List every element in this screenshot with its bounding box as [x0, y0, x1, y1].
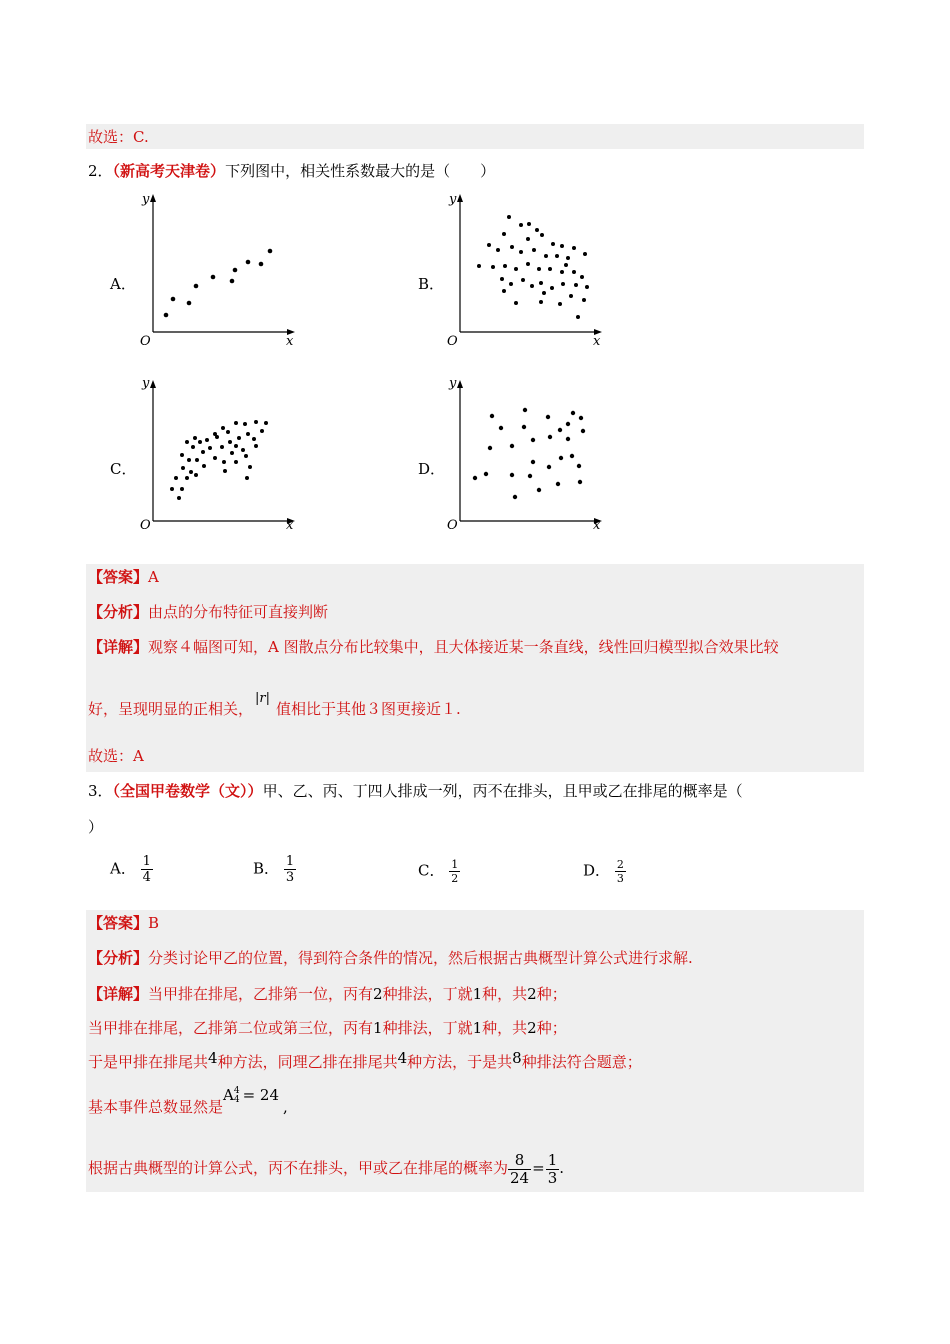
plot-c-point — [194, 473, 198, 477]
plot-d-point — [570, 454, 574, 458]
plot-c-point — [234, 444, 238, 448]
plot-c-point — [234, 421, 238, 425]
q3-answer — [88, 912, 159, 934]
plot-a-point — [233, 268, 238, 273]
plot-c — [135, 376, 305, 536]
plot-b-point — [564, 263, 568, 267]
q3-analysis — [88, 947, 693, 969]
plot-a-point — [171, 297, 176, 302]
plot-c-point — [223, 469, 227, 473]
q3-detail-line4: 基本事件总数显然是A 4 4 = 24, — [88, 1086, 288, 1116]
plot-b-point — [477, 264, 481, 268]
plot-b-point — [542, 291, 546, 295]
q2-detail-text1: 观察４幅图可知，A 图散点分布比较集中，且大体接近某一条直线，线性回归模型拟合效果比较 — [148, 638, 779, 656]
plot-a-point — [268, 249, 273, 254]
plot-c-point — [221, 426, 225, 430]
plot-a-point — [187, 301, 192, 306]
plot-b-point — [548, 267, 552, 271]
plot-c-point — [185, 476, 189, 480]
plot-c-point — [213, 432, 217, 436]
plot-b-point — [510, 245, 514, 249]
plot-d-point — [473, 476, 477, 480]
plot-b-point — [491, 265, 495, 269]
plot-d-point — [537, 488, 541, 492]
plot-b-point — [555, 254, 559, 258]
q2-analysis-text: 由点的分布特征可直接判断 — [148, 603, 329, 621]
plot-d-point — [484, 472, 488, 476]
q3-detail-line5: 根据古典概型的计算公式，丙不在排头，甲或乙在排尾的概率为 $\frac{8}{24}$ = $\frac{1}{3}$ . — [88, 1150, 565, 1187]
plot-b-point — [576, 315, 580, 319]
plot-b-point — [487, 243, 491, 247]
plot-d-point — [566, 437, 570, 441]
plot-b-point — [519, 250, 523, 254]
plot-c-point — [248, 465, 252, 469]
plot-b-point — [503, 264, 507, 268]
q2-detail-line2 — [88, 691, 461, 722]
q2-source: （新高考天津卷） — [112, 162, 226, 180]
plot-b-point — [551, 242, 555, 246]
q3-detail-line2: 当甲排在排尾，乙排第二位或第三位，丙有1种排法，丁就1种，共2种； — [88, 1019, 567, 1037]
q3-stem-end: ） — [88, 818, 104, 836]
plot-b-point — [558, 302, 562, 306]
plot-b-point — [526, 262, 530, 266]
q2-answer-tag: 【答案】 — [88, 568, 149, 586]
plot-a — [135, 192, 305, 352]
plot-d-point — [523, 408, 527, 412]
plot-c-point — [228, 440, 232, 444]
plot-b-point — [526, 237, 530, 241]
q2-analysis-tag: 【分析】 — [88, 603, 149, 621]
q3-option-a-fraction: $\frac{1}{4}$ — [142, 854, 151, 885]
plot-d-point — [510, 473, 514, 477]
plot-b-point — [585, 285, 589, 289]
plot-b-point — [561, 282, 565, 286]
plot-c-point — [193, 436, 197, 440]
plot-b-point — [514, 267, 518, 271]
plot-b-point — [519, 223, 523, 227]
plot-b-x-label: x — [593, 334, 601, 349]
plot-b-point — [572, 270, 576, 274]
plot-b-point — [539, 281, 543, 285]
plot-d-point — [548, 435, 552, 439]
plot-d-point — [579, 416, 583, 420]
plot-c-point — [254, 444, 258, 448]
plot-c-x-label: x — [286, 518, 294, 533]
q3-stem — [88, 780, 743, 802]
q3-source: （全国甲卷数学（文）） — [112, 782, 263, 800]
q3-number: 3． — [88, 782, 113, 800]
plot-b-point — [496, 248, 500, 252]
plot-d-y-label: y — [449, 376, 457, 391]
plot-c-origin: O — [140, 518, 151, 533]
q3-option-b — [253, 854, 296, 885]
q2-answer-value: A — [148, 568, 159, 586]
plot-d-label: D． — [418, 460, 446, 478]
plot-d-point — [559, 456, 563, 460]
plot-b-point — [514, 301, 518, 305]
plot-b-y-label: y — [449, 192, 457, 207]
plot-b-point — [500, 277, 504, 281]
q2-stem — [88, 160, 495, 182]
plot-c-y-label: y — [142, 376, 150, 391]
plot-c-point — [180, 487, 184, 491]
q3-option-a-label: A． — [110, 859, 136, 878]
plot-c-point — [191, 445, 195, 449]
plot-b-point — [502, 289, 506, 293]
plot-b-point — [521, 278, 525, 282]
q3-option-a — [110, 854, 153, 885]
abs-r: |r| — [255, 691, 270, 706]
probability-fraction-2: $\frac{1}{3}$ — [547, 1150, 558, 1187]
plot-d-point — [547, 465, 551, 469]
q2-answer — [88, 566, 159, 588]
plot-b-point — [507, 215, 511, 219]
plot-c-point — [246, 432, 250, 436]
plot-b-point — [535, 228, 539, 232]
q3-option-d — [583, 858, 626, 885]
plot-d-point — [528, 474, 532, 478]
plot-c-point — [201, 450, 205, 454]
plot-c-point — [177, 496, 181, 500]
plot-d — [442, 376, 612, 536]
q3-analysis-tag: 【分析】 — [88, 949, 149, 967]
plot-b-point — [540, 233, 544, 237]
plot-b-point — [532, 248, 536, 252]
plot-c-point — [181, 466, 185, 470]
q2-analysis — [88, 601, 328, 623]
plot-c-point — [180, 453, 184, 457]
q1-conclusion: 故选：C. — [88, 128, 149, 146]
plot-d-point — [490, 414, 494, 418]
plot-a-y-label: y — [142, 192, 150, 207]
plot-b-point — [527, 222, 531, 226]
plot-b-point — [530, 284, 534, 288]
plot-c-point — [245, 476, 249, 480]
q3-option-c-label: C． — [418, 861, 445, 880]
plot-a-label: A． — [110, 275, 136, 293]
plot-b-origin: O — [447, 334, 458, 349]
plot-d-point — [510, 444, 514, 448]
plot-c-point — [237, 436, 241, 440]
q3-option-b-label: B． — [253, 859, 280, 878]
q3-answer-value: B — [148, 914, 160, 932]
plot-b-point — [572, 246, 576, 250]
plot-c-point — [243, 422, 247, 426]
q3-option-c-fraction: $\frac{1}{2}$ — [451, 858, 459, 885]
plot-c-point — [260, 429, 264, 433]
plot-b-point — [560, 270, 564, 274]
plot-c-label: C． — [110, 460, 137, 478]
plot-c-point — [252, 437, 256, 441]
q3-answer-tag: 【答案】 — [88, 914, 149, 932]
plot-b-point — [580, 275, 584, 279]
q1-answer-box — [86, 124, 864, 149]
plot-d-point — [546, 415, 550, 419]
plot-a-point — [211, 275, 216, 280]
plot-c-point — [208, 446, 212, 450]
plot-d-point — [566, 422, 570, 426]
plot-c-point — [220, 445, 224, 449]
plot-c-point — [202, 464, 206, 468]
plot-c-point — [230, 451, 234, 455]
q2-stem-text: 下列图中，相关性系数最大的是（ ） — [225, 162, 496, 180]
plot-d-point — [531, 438, 535, 442]
plot-d-point — [488, 446, 492, 450]
q2-answer-box — [86, 564, 864, 772]
probability-fraction-1: $\frac{8}{24}$ — [510, 1150, 530, 1187]
plot-d-point — [581, 429, 585, 433]
plot-c-point — [213, 456, 217, 460]
plot-a-point — [259, 262, 264, 267]
plot-c-point — [244, 454, 248, 458]
plot-c-point — [234, 460, 238, 464]
plot-d-origin: O — [447, 518, 458, 533]
plot-b — [442, 192, 612, 352]
plot-b-point — [583, 252, 587, 256]
q3-option-c — [418, 858, 460, 885]
q3-option-d-label: D． — [583, 861, 611, 880]
plot-b-point — [537, 267, 541, 271]
plot-c-point — [174, 476, 178, 480]
q2-detail-text2a: 好，呈现明显的正相关， — [88, 700, 254, 718]
q3-stem-text: 甲、乙、丙、丁四人排成一列，丙不在排头，且甲或乙在排尾的概率是（ — [262, 782, 743, 800]
plot-d-point — [558, 428, 562, 432]
plot-a-x-label: x — [286, 334, 294, 349]
q3-analysis-text: 分类讨论甲乙的位置，得到符合条件的情况，然后根据古典概型计算公式进行求解. — [148, 949, 693, 967]
plot-c-point — [226, 430, 230, 434]
plot-d-point — [513, 495, 517, 499]
q3-detail-tag: 【详解】 — [88, 985, 149, 1003]
plot-b-point — [566, 256, 570, 260]
arrangement-formula: A 4 4 = 24 — [223, 1086, 280, 1105]
plot-b-point — [550, 286, 554, 290]
plot-c-point — [205, 438, 209, 442]
plot-a-point — [246, 260, 251, 265]
plot-c-point — [195, 458, 199, 462]
plot-c-point — [189, 470, 193, 474]
plot-d-point — [578, 480, 582, 484]
plot-d-point — [499, 426, 503, 430]
plot-a-point — [164, 313, 169, 318]
plot-d-point — [577, 464, 581, 468]
plot-c-point — [170, 487, 174, 491]
plot-b-point — [574, 283, 578, 287]
q2-conclusion: 故选：A — [88, 747, 144, 765]
q3-detail-line3: 于是甲排在排尾共4种方法，同理乙排在排尾共4种方法，于是共8种排法符合题意； — [88, 1049, 642, 1071]
plot-d-point — [556, 482, 560, 486]
plot-b-label: B． — [418, 275, 445, 293]
plot-a-origin: O — [140, 334, 151, 349]
plot-a-point — [194, 284, 199, 289]
plot-d-point — [522, 425, 526, 429]
plot-a-point — [230, 279, 235, 284]
q3-option-b-fraction: $\frac{1}{3}$ — [285, 854, 295, 885]
plot-c-point — [222, 460, 226, 464]
plot-d-point — [531, 460, 535, 464]
plot-c-point — [264, 421, 268, 425]
q2-detail-line1 — [88, 636, 779, 658]
plot-b-point — [539, 300, 543, 304]
plot-d-x-label: x — [593, 518, 601, 533]
plot-c-point — [198, 440, 202, 444]
plot-c-point — [187, 458, 191, 462]
q3-detail-line1: 【详解】当甲排在排尾，乙排第一位，丙有2种排法，丁就1种，共2种； — [88, 985, 567, 1003]
plot-d-point — [571, 411, 575, 415]
plot-b-point — [582, 298, 586, 302]
plot-b-point — [560, 244, 564, 248]
q2-number: 2． — [88, 162, 113, 180]
plot-b-point — [502, 232, 506, 236]
plot-c-point — [254, 420, 258, 424]
plot-c-point — [241, 448, 245, 452]
plot-b-point — [509, 282, 513, 286]
plot-b-point — [544, 254, 548, 258]
plot-b-point — [569, 294, 573, 298]
plot-c-point — [185, 440, 189, 444]
q2-detail-tag: 【详解】 — [88, 638, 149, 656]
q3-option-d-fraction: $\frac{2}{3}$ — [616, 858, 624, 885]
q2-detail-text2b: 值相比于其他３图更接近１. — [276, 700, 461, 718]
